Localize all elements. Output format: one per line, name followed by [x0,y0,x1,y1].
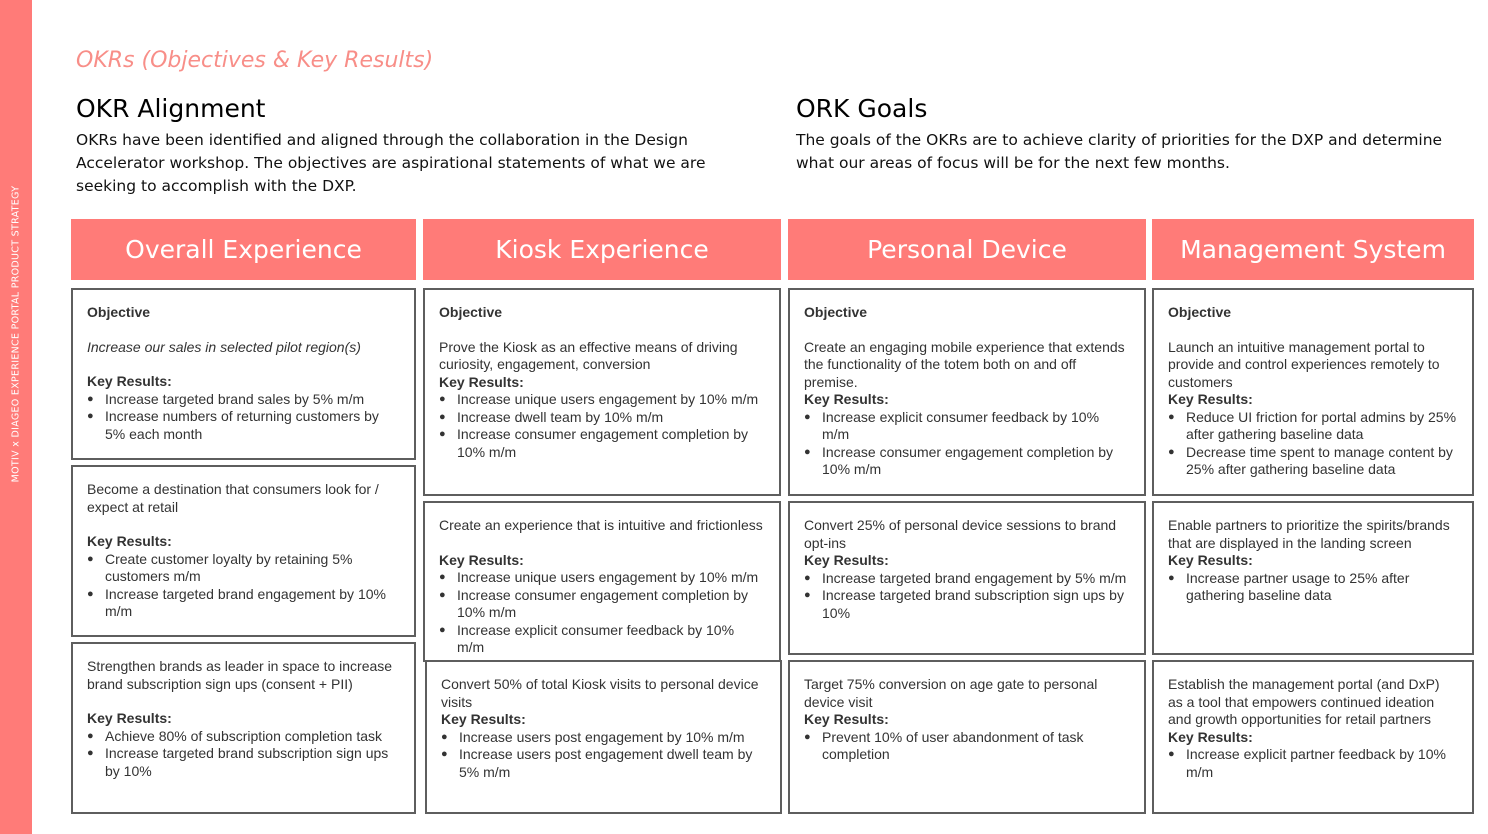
key-results-label: Key Results: [1168,552,1253,568]
objective-text: Convert 50% of total Kiosk visits to personal device visits [441,676,759,710]
okr-card [1152,288,1474,496]
key-results-label: Key Results: [1168,391,1253,407]
objective-label: Objective [87,304,151,320]
objective-text: Become a destination that consumers look for / expect at retail [87,481,379,515]
key-result-item: ● Create customer loyalty by retaining 5% customers m/m [87,551,400,586]
key-results-label: Key Results: [87,533,172,549]
okr-goals-heading: ORK Goals [796,94,928,123]
okr-alignment-heading: OKR Alignment [76,94,266,123]
side-bar-text: MOTIV x DIAGEO EXPERIENCE PORTAL PRODUCT STRATEGY [10,185,22,483]
key-result-item: ● Increase consumer engagement completion by 10% m/m [804,444,1130,479]
key-result-item: ● Increase numbers of returning customers by 5% each month [87,408,400,443]
okr-card [1152,660,1474,814]
okr-card [425,660,782,814]
key-result-item: ● Increase unique users engagement by 10% m/m [439,391,765,409]
key-result-item: ● Increase consumer engagement completion by 10% m/m [439,426,765,461]
objective-text: Create an experience that is intuitive and frictionless [439,517,763,533]
key-results-label: Key Results: [439,373,524,390]
key-results-label: Key Results: [441,711,526,727]
key-result-item: ● Reduce UI friction for portal admins by 25% after gathering baseline data [1168,409,1458,444]
objective-text: Prove the Kiosk as an effective means of driving curiosity, engagement, conversion [439,338,738,372]
column-header-personal-device: Personal Device [788,219,1146,280]
okr-card [788,501,1146,655]
objective-text: Target 75% conversion on age gate to personal device visit [804,676,1098,710]
key-result-item: ● Increase users post engagement by 10% m/m [441,729,766,747]
key-results-label: Key Results: [804,711,889,727]
document-title: OKRs (Objectives & Key Results) [76,48,434,73]
objective-text: Create an engaging mobile experience that extends the functionality of the totem both on and off premise. [804,338,1125,390]
okr-alignment-body: OKRs have been identified and aligned through the collaboration in the Design Accelerator workshop. The objectives are aspirational statements of what we are seeking to accomplish with the DXP. [76,131,706,195]
objective-label: Objective [1168,304,1232,320]
objective-text: Launch an intuitive management portal to provide and control experiences remotely to customers [1168,338,1440,390]
key-result-item: ● Increase targeted brand sales by 5% m/m [87,391,400,409]
side-bar [0,0,32,834]
key-results-label: Key Results: [87,710,172,726]
okr-card [423,501,781,662]
key-result-item: ● Increase consumer engagement completion by 10% m/m [439,587,765,622]
objective-text: Strengthen brands as leader in space to increase brand subscription sign ups (consent + PII) [87,658,393,692]
key-results-label: Key Results: [804,391,889,407]
okr-card [71,465,416,637]
key-results-label: Key Results: [804,552,889,568]
objective-label: Objective [439,304,503,320]
objective-text: Increase our sales in selected pilot region(s) [87,338,361,355]
key-result-item: ● Decrease time spent to manage content by 25% after gathering baseline data [1168,444,1458,479]
objective-text: Convert 25% of personal device sessions to brand opt-ins [804,517,1117,551]
key-results-label: Key Results: [1168,728,1253,745]
objective-text: Enable partners to prioritize the spirits/brands that are displayed in the landing screen [1168,517,1450,551]
key-result-item: ● Increase targeted brand engagement by 5% m/m [804,570,1130,588]
okr-card [788,660,1146,814]
key-result-item: ● Achieve 80% of subscription completion task [87,728,400,746]
column-header-management-system: Management System [1152,219,1474,280]
okr-card [423,288,781,496]
key-result-item: ● Increase explicit consumer feedback by 10% m/m [804,409,1130,444]
objective-label: Objective [804,304,868,320]
key-results-label: Key Results: [439,551,524,568]
key-result-item: ● Prevent 10% of user abandonment of task completion [804,729,1130,764]
key-result-item: ● Increase targeted brand subscription sign ups by 10% [87,745,400,780]
key-result-item: ● Increase targeted brand subscription sign ups by 10% [804,587,1130,622]
key-result-item: ● Increase unique users engagement by 10% m/m [439,569,765,587]
column-header-kiosk-experience: Kiosk Experience [423,219,781,280]
okr-card [788,288,1146,496]
key-result-item: ● Increase explicit consumer feedback by 10% m/m [439,622,765,657]
objective-text: Establish the management portal (and DxP) as a tool that empowers continued ideation and growth opportunities for retail partners [1168,676,1440,727]
key-result-item: ● Increase dwell team by 10% m/m [439,409,765,427]
okr-card [71,288,416,460]
key-result-item: ● Increase explicit partner feedback by 10% m/m [1168,746,1458,781]
key-result-item: ● Increase users post engagement dwell team by 5% m/m [441,746,766,781]
key-results-label: Key Results: [87,373,172,389]
key-result-item: ● Increase targeted brand engagement by 10% m/m [87,586,400,621]
okr-card [71,642,416,814]
okr-goals-body: The goals of the OKRs are to achieve clarity of priorities for the DXP and determine what our areas of focus will be for the next few months. [796,131,1443,172]
key-result-item: ● Increase partner usage to 25% after gathering baseline data [1168,570,1458,605]
column-header-overall-experience: Overall Experience [71,219,416,280]
okr-card [1152,501,1474,655]
